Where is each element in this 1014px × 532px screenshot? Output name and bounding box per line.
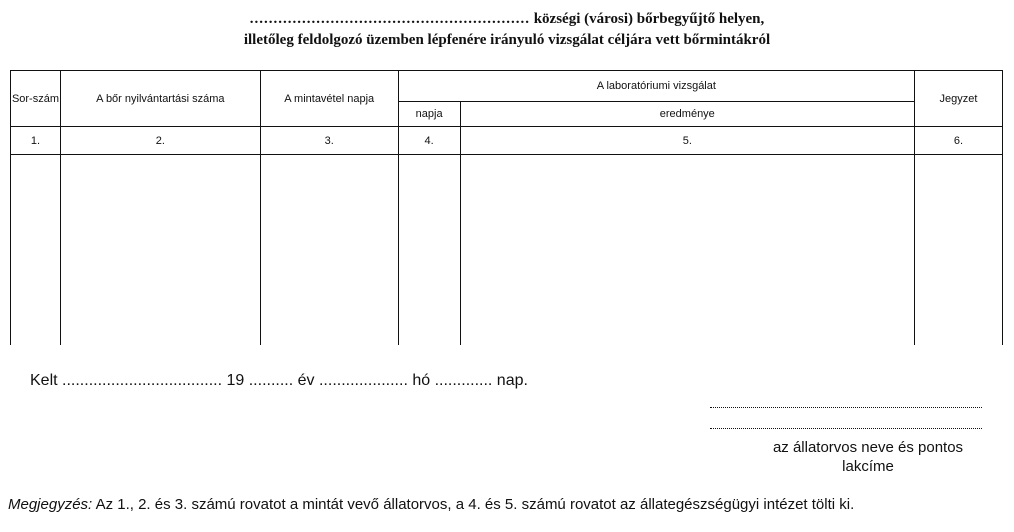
column-number-5: 5. [460,127,914,155]
signature-line-2[interactable] [710,428,982,429]
column-number-6: 6. [915,127,1003,155]
header-labor-napja: napja [398,102,460,127]
register-table [10,70,1003,345]
header-nyilvantartasi-szam: A bőr nyilvántartási száma [60,71,260,127]
signature-line-1[interactable] [710,407,982,408]
footnote-text: Az 1., 2. és 3. számú rovatot a mintát vevő állatorvos, a 4. és 5. számú rovatot az állategészségügyi intézet tölti ki. [95,496,855,513]
header-labor-eredmenye: eredménye [460,102,914,127]
entry-cell-mintavetel-napja[interactable] [260,155,398,346]
veterinarian-label: az állatorvos neve és pontos lakcíme [772,439,964,475]
kelt-date-line: Kelt .................................... 19 .......... év .................... hó ............. nap. [30,372,528,389]
title-line-1 [0,10,1014,28]
column-number-2: 2. [60,127,260,155]
title-line-2: illetőleg feldolgozó üzemben lépfenére irányuló vizsgálat céljára vett bőrmintákról [243,32,771,48]
entry-cell-sorszam[interactable] [11,155,61,346]
footnote-label: Megjegyzés: [8,496,93,513]
entry-cell-labor-eredmenye[interactable] [460,155,914,346]
entry-cell-jegyzet[interactable] [915,155,1003,346]
title-line-1-text: községi (városi) bőrbegyűjtő helyen, [533,11,765,27]
column-number-4: 4. [398,127,460,155]
header-laboratoriumi-vizsgalat: A laboratóriumi vizsgálat [398,71,914,102]
title-dots: ........................................................... [249,11,530,27]
column-number-1: 1. [11,127,61,155]
column-number-3: 3. [260,127,398,155]
footnote [8,496,854,513]
header-jegyzet: Jegyzet [915,71,1003,127]
header-mintavetel-napja: A mintavétel napja [260,71,398,127]
entry-cell-labor-napja[interactable] [398,155,460,346]
entry-cell-nyilvantartasi-szam[interactable] [60,155,260,346]
header-sorszam: Sor-szám [11,71,61,127]
